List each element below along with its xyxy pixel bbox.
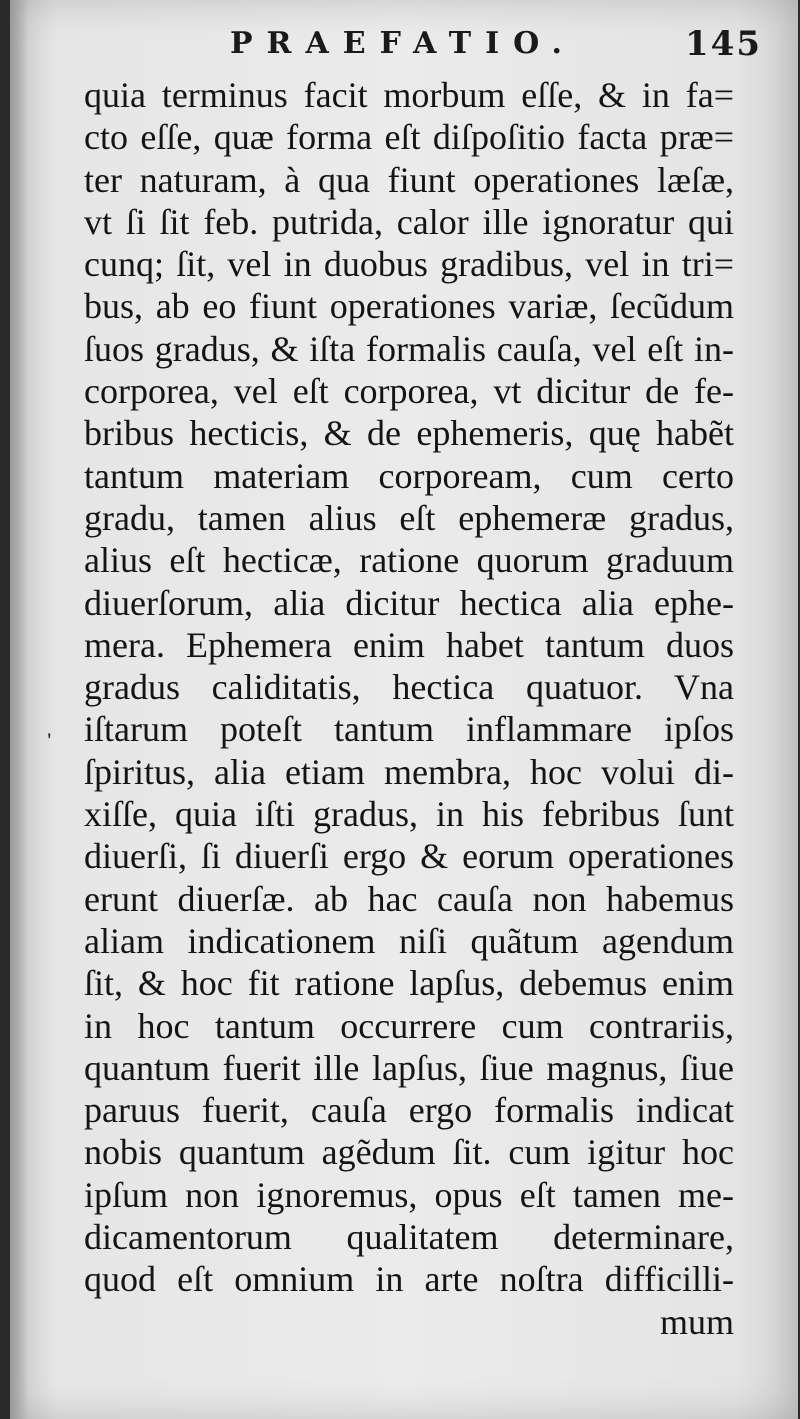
text-line: paruus fuerit, cauſa ergo formalis indicat: [84, 1090, 734, 1131]
running-title: PRAEFATIO.: [230, 26, 576, 61]
text-line: ſpiritus, alia etiam membra, hoc volui di-: [84, 751, 734, 792]
text-line: alius eſt hecticæ, ratione quorum graduum: [84, 540, 734, 581]
text-line: xiſſe, quia iſti gradus, in his febribus ſunt: [84, 794, 734, 835]
text-line: ſit, & hoc fit ratione lapſus, debemus enim: [84, 963, 734, 1004]
text-line: cto eſſe, quæ forma eſt diſpoſitio facta præ=: [84, 117, 734, 158]
text-line: corporea, vel eſt corporea, vt dicitur de fe-: [84, 371, 734, 412]
text-line: dicamentorum qualitatem determinare,: [84, 1217, 734, 1258]
page-number: 145: [685, 24, 762, 64]
text-line: quod eſt omnium in arte noſtra difficilli-: [84, 1259, 734, 1300]
text-line: iſtarum poteſt tantum inflammare ipſos: [84, 709, 734, 750]
text-line: quantum fuerit ille lapſus, ſiue magnus, ſiue: [84, 1047, 734, 1088]
text-line: quia terminus facit morbum eſſe, & in fa=: [84, 75, 734, 115]
text-line: vt ſi ſit feb. putrida, calor ille ignoratur qui: [84, 201, 734, 242]
text-line: ter naturam, à qua fiunt operationes læſæ,: [84, 159, 734, 200]
text-line: ipſum non ignoremus, opus eſt tamen me-: [84, 1174, 734, 1215]
page-header: [210, 18, 762, 68]
text-line: gradus caliditatis, hectica quatuor. Vna: [84, 667, 734, 708]
text-line: cunq; ſit, vel in duobus gradibus, vel in tri=: [84, 244, 734, 285]
text-line: bribus hecticis, & de ephemeris, quę habẽt: [84, 413, 734, 454]
margin-mark: ʼ: [43, 728, 59, 754]
text-line: mera. Ephemera enim habet tantum duos: [84, 624, 734, 665]
text-line: ſuos gradus, & iſta formalis cauſa, vel eſt in-: [84, 328, 734, 369]
text-line: tantum materiam corpoream, cum certo: [84, 455, 734, 496]
text-line: diuerſorum, alia dicitur hectica alia ephe-: [84, 582, 734, 623]
text-line: nobis quantum agẽdum ſit. cum igitur hoc: [84, 1132, 734, 1173]
text-line: in hoc tantum occurrere cum contrariis,: [84, 1005, 734, 1046]
text-line: diuerſi, ſi diuerſi ergo & eorum operationes: [84, 836, 734, 877]
spine-shadow: [10, 0, 28, 1419]
catchword-line: mum: [659, 1301, 734, 1342]
text-line: aliam indicationem niſi quãtum agendum: [84, 920, 734, 961]
book-page: [10, 0, 798, 1419]
body-text: [84, 74, 734, 1343]
text-line: bus, ab eo fiunt operationes variæ, ſecũdum: [84, 286, 734, 327]
text-line: erunt diuerſæ. ab hac cauſa non habemus: [84, 878, 734, 919]
text-line: gradu, tamen alius eſt ephemeræ gradus,: [84, 497, 734, 538]
